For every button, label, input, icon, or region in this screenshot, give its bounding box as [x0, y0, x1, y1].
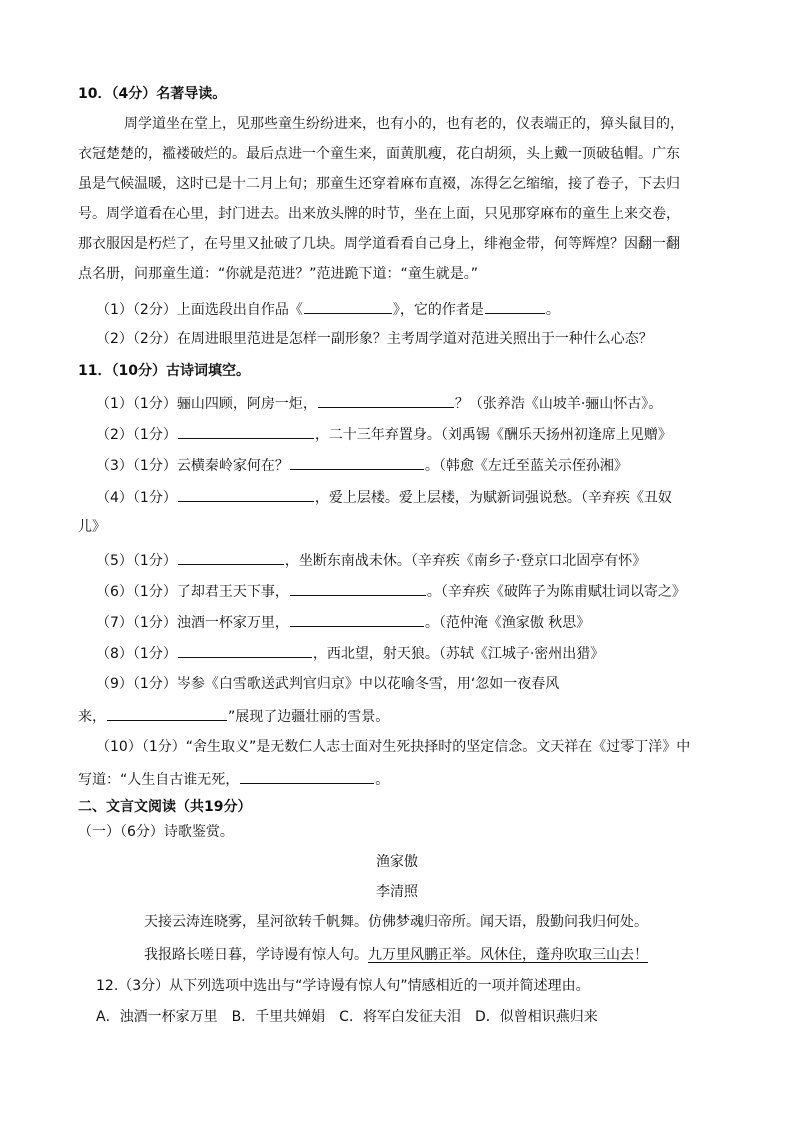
poem-title: 渔家傲: [376, 854, 418, 870]
answer-blank[interactable]: [107, 705, 227, 721]
poem-line: [144, 945, 794, 965]
answer-blank[interactable]: [178, 423, 314, 439]
q11-item: [96, 642, 794, 664]
q10-sub1-prefix: （1）（2分）上面选段出自作品《: [96, 302, 303, 318]
q11-item: （9）（1分）岑参《白雪歌送武判官归京》中以花喻冬雪，用‘忽如一夜春风: [96, 676, 560, 692]
q11-item-prefix: （8）（1分）: [96, 646, 177, 662]
answer-blank[interactable]: [240, 768, 374, 784]
q11-item-prefix: （6）（1分）了却君王天下事，: [96, 584, 289, 600]
section2-heading: 二、文言文阅读（共19分）: [78, 799, 252, 815]
answer-blank[interactable]: [290, 611, 424, 627]
poem-author: 李清照: [376, 884, 418, 900]
q11-item-suffix: ，西北望，射天狼。（苏轼《江城子·密州出猎》: [312, 646, 605, 662]
poem-line-underlined: 九万里风鹏正举。风休住，蓬舟吹取三山去！: [368, 947, 648, 963]
q10-sub2: （2）（2分）在周进眼里范进是怎样一副形象？主考周学道对范进关照出于一种什么心态？: [96, 331, 653, 347]
q10-sub1-middle: 》，它的作者是: [392, 302, 484, 318]
q10-passage-line: 号。周学道看在心里，封门进去。出来放头牌的时节，坐在上面，只见那穿麻布的童生上来交卷，: [78, 206, 680, 222]
q11-item: [96, 549, 794, 571]
answer-blank[interactable]: [290, 580, 426, 596]
q10-passage-line: 周学道坐在堂上，见那些童生纷纷进来，也有小的，也有老的，仪表端正的，獐头鼠目的，: [124, 116, 684, 132]
q11-item: [96, 486, 794, 508]
q11-item-continuation: [78, 768, 794, 790]
poem-line-plain: 我报路长嗟日暮，学诗谩有惊人句。: [144, 947, 368, 963]
q10-passage-line: 那衣服因是朽烂了，在号里又扯破了几块。周学道看看自己身上，绯袍金带，何等辉煌？因翻一翻: [78, 236, 680, 252]
answer-blank[interactable]: [178, 486, 314, 502]
q11-item: [96, 423, 794, 445]
q11-item: [96, 611, 794, 633]
q10-heading: 10．（4分）名著导读。: [78, 86, 227, 102]
q10-passage-line: 衣冠楚楚的，褴褛破烂的。最后点进一个童生来，面黄肌瘦，花白胡须，头上戴一顶破毡帽。广东: [78, 146, 680, 162]
q11-item-prefix: （7）（1分）浊酒一杯家万里，: [96, 615, 289, 631]
q11-item: [96, 392, 794, 414]
answer-blank[interactable]: [485, 298, 545, 314]
answer-blank[interactable]: [318, 392, 454, 408]
q11-item-suffix: ，坐断东南战未休。（辛弃疾《南乡子·登京口北固亭有怀》: [284, 553, 647, 569]
q11-item-suffix: ？（张养浩《山坡羊·骊山怀古》。: [454, 396, 663, 412]
q11-item-prefix: （3）（1分）云横秦岭家何在？: [96, 458, 289, 474]
q11-item-prefix: 来，: [78, 709, 106, 725]
q11-heading: 11．（10分）古诗词填空。: [78, 363, 250, 379]
q11-item: [96, 580, 794, 602]
q11-item: （10）（1分）“舍生取义”是无数仁人志士面对生死抉择时的坚定信念。文天祥在《过零丁洋》中: [96, 739, 691, 755]
q11-item-continuation: 儿》: [78, 519, 106, 535]
answer-blank[interactable]: [178, 549, 284, 565]
q11-item-suffix: ，二十三年弃置身。（刘禹锡《酬乐天扬州初逢席上见赠》: [314, 427, 672, 443]
q11-item-prefix: （2）（1分）: [96, 427, 177, 443]
q10-passage-line: 虽是气候温暖，这时已是十二月上旬；那童生还穿着麻布直裰，冻得乞乞缩缩，接了卷子，下去归: [78, 176, 680, 192]
q10-passage-line: 点名册，问那童生道：“你就是范进？”范进跪下道：“童生就是。”: [78, 266, 479, 282]
q11-item-prefix: （4）（1分）: [96, 490, 177, 506]
q11-item-suffix: ”展现了边疆壮丽的雪景。: [228, 709, 390, 725]
q11-item-continuation: [78, 705, 794, 727]
q11-item-suffix: 。（辛弃疾《破阵子为陈甫赋壮词以寄之》: [426, 584, 686, 600]
q11-item: [96, 454, 794, 476]
answer-blank[interactable]: [304, 298, 392, 314]
q11-item-prefix: 写道：“人生自古谁无死，: [78, 772, 240, 788]
q11-item-suffix: 。（范仲淹《渔家傲 秋思》: [424, 615, 591, 631]
q11-item-prefix: （1）（1分）骊山四顾，阿房一炬，: [96, 396, 317, 412]
poem-line: 天接云涛连晓雾，星河欲转千帆舞。仿佛梦魂归帝所。闻天语，殷勤问我归何处。: [144, 914, 648, 930]
q12-options: A．浊酒一杯家万里 B．千里共婵娟 C．将军白发征夫泪 D．似曾相识燕归来: [96, 1009, 598, 1025]
q11-item-prefix: （5）（1分）: [96, 553, 177, 569]
q12-text: 12.（3分）从下列选项中选出与“学诗谩有惊人句”情感相近的一项并简述理由。: [96, 978, 590, 994]
answer-blank[interactable]: [178, 642, 312, 658]
q10-sub1-suffix: 。: [545, 302, 560, 318]
answer-blank[interactable]: [290, 454, 424, 470]
q10-sub1: [96, 298, 794, 320]
q11-item-suffix: ，爱上层楼。爱上层楼，为赋新词强说愁。（辛弃疾《丑奴: [314, 490, 672, 506]
q11-item-suffix: 。（韩愈《左迁至蓝关示侄孙湘》: [424, 458, 628, 474]
section2-part1-heading: （一）（6分）诗歌鉴赏。: [78, 824, 234, 840]
q11-item-suffix: 。: [375, 772, 390, 788]
